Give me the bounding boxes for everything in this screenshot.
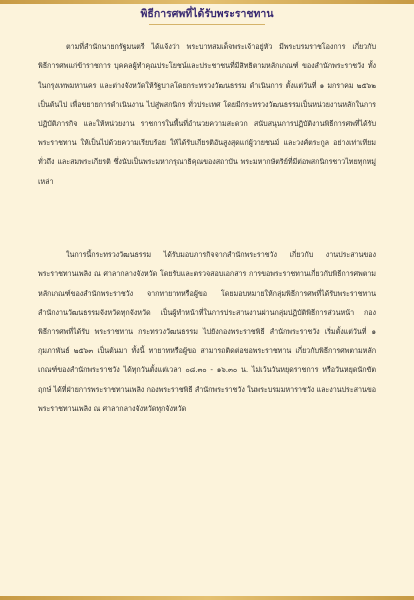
- page-title: พิธีการศพที่ได้รับพระราชทาน: [140, 8, 274, 20]
- bottom-gold-border: [0, 596, 414, 600]
- paragraph-1: ตามที่สำนักนายกรัฐมนตรี ได้แจ้งว่า พระบาทสมเด็จพระเจ้าอยู่หัว มีพระบรมราชโองการ เกี่ยวกับพิธีการศพแก่ข้าราชการ บุคคลผู้ทำคุณประโยชน์และประชาชนที่มีสิทธิตามหลักเกณฑ์ ของสำนักพระราชวัง ทั้งในกรุงเทพมหานคร และต่างจังหวัดให้รัฐบาลโดยกระทรวงวัฒนธรรม ดำเนินการ ตั้งแต่วันที่ ๑ มกราคม ๒๕๖๒ เป็นต้นไป เพื่อขยายการดำเนินงาน ไปสู่พสกนิกร ทั่วประเทศ โดยมีกระทรวงวัฒนธรรมเป็นหน่วยงานหลักในการปฏิบัติภารกิจ และให้หน่วยงาน ราชการในพื้นที่อำนวยความสะดวก สนับสนุนการปฏิบัติงานพิธีการศพที่ได้รับพระราชทาน ให้เป็นไปด้วยความเรียบร้อย ให้ได้รับเกียรติอันสูงสุดแก่ผู้วายชนม์ และวงศ์ตระกูล อย่างเท่าเทียมทั่วถึง และสมพระเกียรติ ซึ่งนับเป็นพระมหากรุณาธิคุณของสถาบัน พระมหากษัตริย์ที่มีต่อพสกนิกรชาวไทยทุกหมู่เหล่า: [38, 42, 376, 186]
- title-underline: [149, 24, 265, 25]
- top-gold-border: [0, 0, 414, 4]
- paragraph-2: ในการนี้กระทรวงวัฒนธรรม ได้รับมอบภารกิจจากสำนักพระราชวัง เกี่ยวกับ งานประสานของพระราชทานเพลิง ณ ศาลากลางจังหวัด โดยรับและตรวจสอบเอกสาร การขอพระราชทานเกี่ยวกับพิธีการศพตามหลักเกณฑ์ของสำนักพระราชวัง จากทายาทหรือผู้ขอ โดยมอบหมายให้กลุ่มพิธีการศพที่ได้รับพระราชทาน สำนักงานวัฒนธรรมจังหวัดทุกจังหวัด เป็นผู้ทำหน้าที่ในการประสานงานผ่านกลุ่มปฏิบัติพิธีการส่วนหน้า กองพิธีการศพที่ได้รับ พระราชทาน กระทรวงวัฒนธรรม ไปยังกองพระราชพิธี สำนักพระราชวัง เริ่มตั้งแต่วันที่ ๑ กุมภาพันธ์ ๒๕๖๓ เป็นต้นมา ทั้งนี้ ทายาทหรือผู้ขอ สามารถติดต่อขอพระราชทาน เกี่ยวกับพิธีการศพตามหลักเกณฑ์ของสำนักพระราชวัง ได้ทุกวันตั้งแต่เวลา ๐๘.๓๐ - ๑๖.๓๐ น. ไม่เว้นวันหยุดราชการ หรือวันหยุดนักขัตฤกษ์ ได้ที่ฝ่ายการพระราชทานเพลิง กองพระราชพิธี สำนักพระราชวัง ในพระบรมมหาราชวัง และงานประสานขอพระราชทานเพลิง ณ ศาลากลางจังหวัดทุกจังหวัด: [38, 250, 376, 413]
